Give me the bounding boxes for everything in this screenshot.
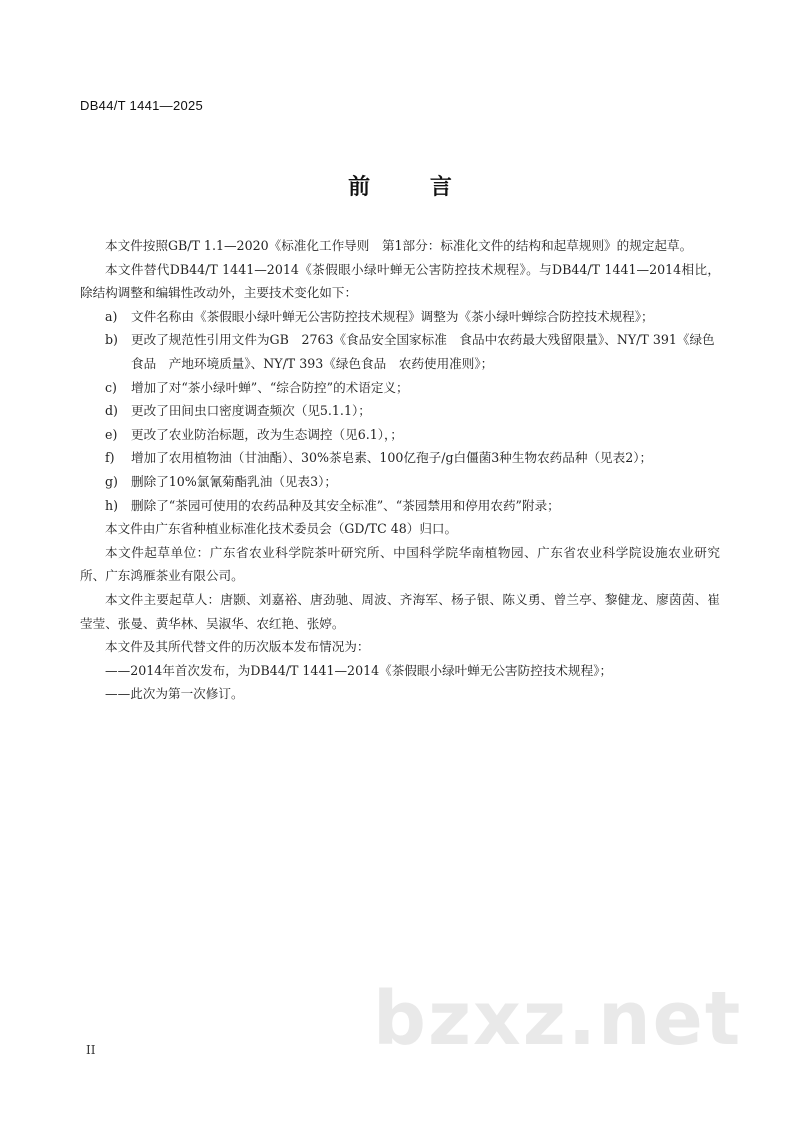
- list-marker: a): [105, 308, 118, 324]
- list-marker: g): [105, 473, 118, 489]
- document-code: DB44/T 1441—2025: [80, 98, 204, 113]
- list-item: [80, 328, 720, 375]
- list-text: 增加了农用植物油（甘油酯）、30%茶皂素、100亿孢子/g白僵菌3种生物农药品种（见表2）；: [131, 450, 653, 466]
- list-marker: h): [105, 497, 119, 513]
- list-text: 删除了“茶园可使用的农药品种及其安全标准”、“茶园禁用和停用农药”附录；: [131, 497, 560, 513]
- list-marker: d): [105, 403, 118, 419]
- paragraph-history-intro: 本文件及其所代替文件的历次版本发布情况为：: [105, 639, 370, 655]
- list-text: 更改了规范性引用文件为GB 2763《食品安全国家标准 食品中农药最大残留限量》、NY/T 391《绿色食品 产地环境质量》、NY/T 393《绿色食品 农药使用准则》；: [131, 332, 715, 371]
- preface-body: [80, 234, 720, 706]
- paragraph-drafting-rules: 本文件按照GB/T 1.1—2020《标准化工作导则 第1部分：标准化文件的结构和起草规则》的规定起草。: [105, 238, 693, 253]
- list-text: 更改了田间虫口密度调查频次（见5.1.1）；: [131, 403, 371, 419]
- list-item: [80, 376, 720, 400]
- watermark: bzxz.net: [373, 976, 743, 1062]
- history-item: ——2014年首次发布，为DB44/T 1441—2014《茶假眼小绿叶蝉无公害防控技术规程》；: [105, 662, 613, 678]
- list-text: 删除了10%氯氰菊酯乳油（见表3）；: [131, 473, 338, 489]
- list-text: 增加了对“茶小绿叶蝉”、“综合防控”的术语定义；: [131, 379, 409, 395]
- list-marker: f): [105, 450, 115, 466]
- list-item: [80, 399, 720, 423]
- page-number: II: [86, 1043, 96, 1057]
- list-marker: c): [105, 379, 117, 395]
- paragraph-committee: 本文件由广东省种植业标准化技术委员会（GD/TC 48）归口。: [105, 521, 458, 537]
- history-item: ——此次为第一次修订。: [105, 686, 244, 702]
- list-item: [80, 305, 720, 329]
- list-text: 文件名称由《茶假眼小绿叶蝉无公害防控技术规程》调整为《茶小绿叶蝉综合防控技术规程》；: [131, 308, 654, 324]
- paragraph-drafters: 本文件主要起草人：唐颢、刘嘉裕、唐劲驰、周波、齐海军、杨子银、陈义勇、曾兰亭、黎健龙、廖茵茵、崔莹莹、张曼、黄华林、吴淑华、农红艳、张婷。: [80, 591, 720, 631]
- list-item: [80, 470, 720, 494]
- list-item: [80, 423, 720, 447]
- page-title: 前 言: [348, 175, 478, 200]
- list-text: 更改了农业防治标题，改为生态调控（见6.1），；: [131, 426, 403, 442]
- list-marker: e): [105, 426, 118, 442]
- list-item: [80, 494, 720, 518]
- paragraph-drafting-units: 本文件起草单位：广东省农业科学院茶叶研究所、中国科学院华南植物园、广东省农业科学院设施农业研究所、广东鸿雁茶业有限公司。: [80, 544, 720, 584]
- paragraph-replacement: 本文件替代DB44/T 1441—2014《茶假眼小绿叶蝉无公害防控技术规程》。与DB44/T 1441—2014相比，除结构调整和编辑性改动外，主要技术变化如下：: [80, 261, 720, 301]
- list-item: [80, 446, 720, 470]
- list-marker: b): [105, 332, 118, 348]
